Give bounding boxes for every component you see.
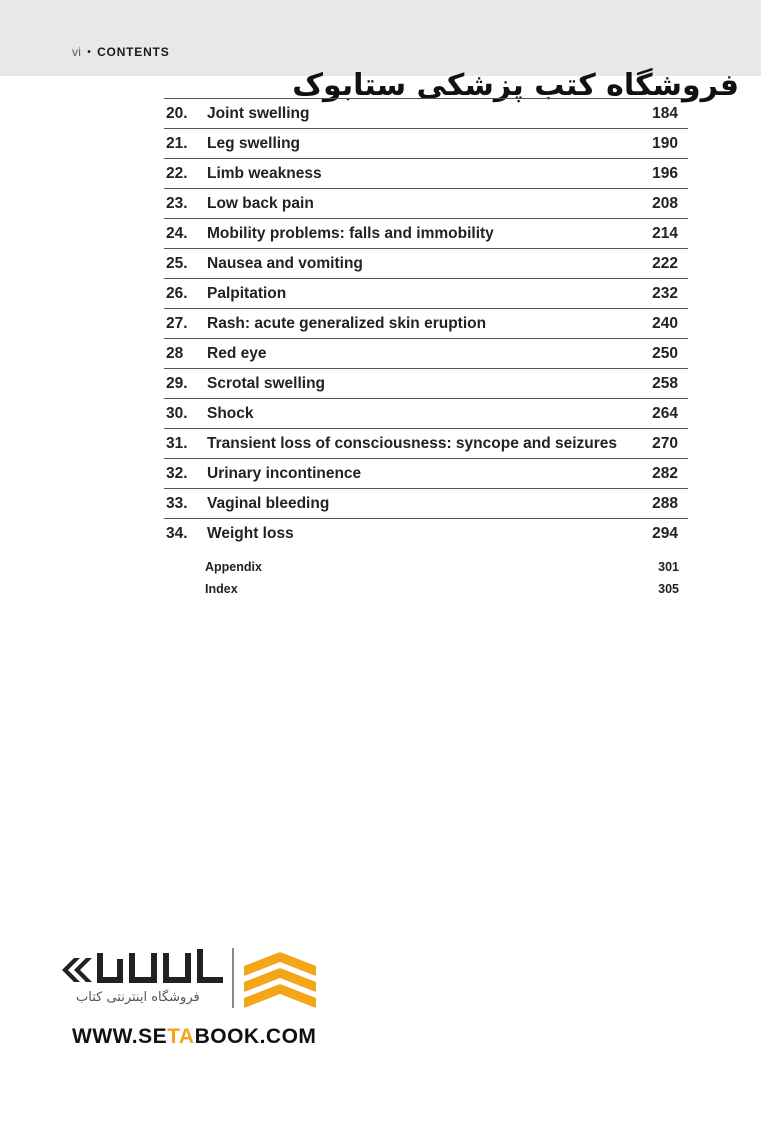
toc-row[interactable] <box>164 218 688 248</box>
chapter-number: 21. <box>166 134 188 152</box>
chapter-number: 24. <box>166 224 188 242</box>
site-url[interactable] <box>72 1025 316 1049</box>
header-band <box>0 0 761 76</box>
toc-row[interactable] <box>164 188 688 218</box>
chapter-number: 30. <box>166 404 188 422</box>
chapter-page: 208 <box>652 194 678 212</box>
chapter-number: 20. <box>166 104 188 122</box>
back-matter-row[interactable] <box>205 582 679 596</box>
chapter-title: Urinary incontinence <box>207 464 362 482</box>
chapter-page: 240 <box>652 314 678 332</box>
chapter-page: 232 <box>652 284 678 302</box>
toc-row[interactable] <box>164 488 688 518</box>
back-matter-row[interactable] <box>205 560 679 574</box>
chapter-title: Mobility problems: falls and immobility <box>207 224 494 242</box>
toc-row[interactable] <box>164 428 688 458</box>
chapter-page: 190 <box>652 134 678 152</box>
back-matter-page: 301 <box>658 560 679 574</box>
chapter-number: 32. <box>166 464 188 482</box>
chapter-title: Joint swelling <box>207 104 310 122</box>
chapter-page: 222 <box>652 254 678 272</box>
chapter-page: 264 <box>652 404 678 422</box>
chapter-number: 23. <box>166 194 188 212</box>
chapter-title: Nausea and vomiting <box>207 254 363 272</box>
chapter-number: 25. <box>166 254 188 272</box>
toc-row[interactable] <box>164 248 688 278</box>
chapter-page: 250 <box>652 344 678 362</box>
chapter-number: 22. <box>166 164 188 182</box>
chapter-number: 28 <box>166 344 184 362</box>
chapter-title: Rash: acute generalized skin eruption <box>207 314 487 332</box>
chapter-page: 184 <box>652 104 678 122</box>
chapter-title: Limb weakness <box>207 164 322 182</box>
running-head <box>72 45 170 59</box>
toc-row[interactable] <box>164 278 688 308</box>
chapter-number: 27. <box>166 314 188 332</box>
toc-row[interactable] <box>164 458 688 488</box>
chapter-title: Leg swelling <box>207 134 301 152</box>
toc-row[interactable] <box>164 338 688 368</box>
chapter-title: Weight loss <box>207 524 294 542</box>
chapter-page: 196 <box>652 164 678 182</box>
toc-row[interactable] <box>164 398 688 428</box>
chapter-number: 26. <box>166 284 188 302</box>
url-part-1: WWW.SE <box>72 1025 168 1048</box>
back-matter-title: Index <box>205 582 238 596</box>
toc-row[interactable] <box>164 518 688 548</box>
chapter-title: Shock <box>207 404 254 422</box>
toc-row[interactable] <box>164 158 688 188</box>
chapter-title: Palpitation <box>207 284 287 302</box>
separator-bullet: • <box>87 46 92 58</box>
logo-tagline: فروشگاه اینترنتی کتاب <box>76 990 200 1005</box>
toc-row[interactable] <box>164 128 688 158</box>
toc-row[interactable] <box>164 98 688 128</box>
toc-list <box>164 98 688 548</box>
url-part-2: TA <box>167 1025 195 1048</box>
chapter-page: 258 <box>652 374 678 392</box>
chapter-title: Transient loss of consciousness: syncope and seizures <box>207 434 618 452</box>
setabook-logo <box>60 948 322 1016</box>
url-part-3: BOOK.COM <box>194 1025 317 1048</box>
chapter-page: 282 <box>652 464 678 482</box>
chapter-number: 31. <box>166 434 188 452</box>
chapter-page: 294 <box>652 524 678 542</box>
chapter-number: 34. <box>166 524 188 542</box>
chapter-title: Low back pain <box>207 194 314 212</box>
chapter-title: Vaginal bleeding <box>207 494 330 512</box>
back-matter-page: 305 <box>658 582 679 596</box>
back-matter-title: Appendix <box>205 560 262 574</box>
chapter-page: 214 <box>652 224 678 242</box>
page-number: vi <box>72 45 82 59</box>
chapter-title: Scrotal swelling <box>207 374 326 392</box>
chapter-number: 29. <box>166 374 188 392</box>
toc-row[interactable] <box>164 308 688 338</box>
toc-row[interactable] <box>164 368 688 398</box>
chapter-page: 288 <box>652 494 678 512</box>
watermark-text: فروشگاه کتب پزشکی ستابوک <box>292 68 739 103</box>
chapter-title: Red eye <box>207 344 267 362</box>
section-title: CONTENTS <box>97 45 170 59</box>
chapter-number: 33. <box>166 494 188 512</box>
chapter-page: 270 <box>652 434 678 452</box>
